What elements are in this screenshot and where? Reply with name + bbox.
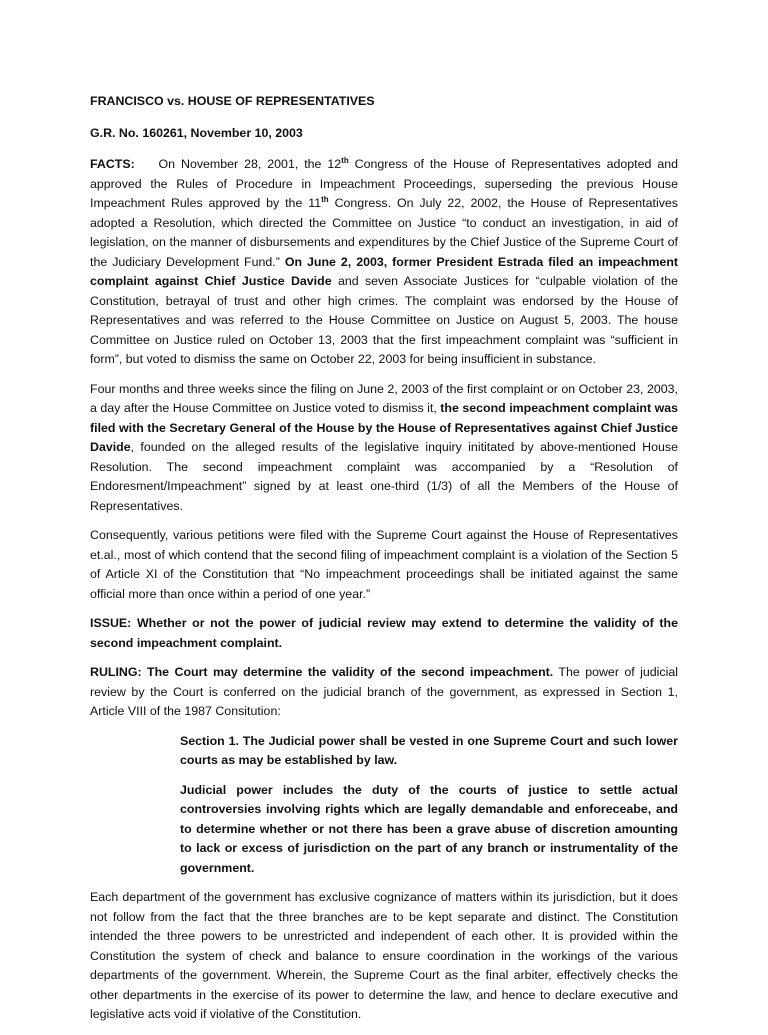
constitution-quote-judicial-power: Judicial power includes the duty of the courts of justice to settle actual controversies involving rights which are legally demandable and enforeceabe, and to determine whether or not there has been a grave abuse of discretion amounting to lack or excess of jurisdiction on the part of any branch or instrumentality of the government. <box>180 782 678 875</box>
facts-sup-2: th <box>321 194 329 204</box>
facts-label: FACTS: <box>90 157 135 171</box>
facts-text-1: On November 28, 2001, the 12 <box>158 157 342 171</box>
facts-text-3: Congress. On July 22, 2002, the House of Representatives adopted a Resolution, which directed the Committee on Justice “to conduct an investigation, in aid of legislation, on the manner of disbursements and expenditures by the Chief Justice of the Supreme Court of the Judiciary Development Fund.” <box>90 196 678 269</box>
petitions-paragraph: Consequently, various petitions were filed with the Supreme Court against the House of Representatives et.al., most of which contend that the second filing of impeachment complaint is a violation of the Section 5 of Article XI of the Constitution that “No impeachment proceedings shall be initiated against the same official more than once within a period of one year.” <box>90 528 678 601</box>
second-complaint-paragraph <box>90 380 678 517</box>
case-title: FRANCISCO vs. HOUSE OF REPRESENTATIVES <box>90 94 375 108</box>
facts-paragraph <box>90 155 678 370</box>
para2-text-3: , founded on the alleged results of the legislative inquiry inititated by above-mentioned House Resolution. The second impeachment complaint was accompanied by a “Resolution of Endoresment/Impeachment” signed by at least one-third (1/3) of all the Members of the House of Representatives. <box>90 440 678 513</box>
para2-text-1: Four months and three weeks since the filing on June 2, 2003 of the first complaint or on October 23, 2003, a day after the House Committee on Justice voted to dismiss it, <box>90 381 678 415</box>
facts-text-bold: On June 2, 2003, former President Estrada filed an impeachment complaint against Chief Justice Davide <box>90 254 679 288</box>
issue-paragraph: ISSUE: Whether or not the power of judicial review may extend to determine the validity of the second impeachment complaint. <box>90 616 678 650</box>
ruling-paragraph <box>90 663 678 722</box>
facts-text-2: Congress of the House of Representatives adopted and approved the Rules of Procedure in Impeachment Proceedings, superseding the previous House Impeachment Rules approved by the 11 <box>90 157 679 210</box>
document-page <box>90 92 678 1035</box>
ruling-bold: RULING: The Court may determine the validity of the second impeachment. <box>90 665 554 679</box>
case-gr-number: G.R. No. 160261, November 10, 2003 <box>90 125 303 140</box>
ruling-text: The power of judicial review by the Court is conferred on the judicial branch of the government, as expressed in Section 1, Article VIII of the 1987 Consitution: <box>90 665 679 718</box>
separation-of-powers-paragraph: Each department of the government has exclusive cognizance of matters within its jurisdiction, but it does not follow from the fact that the three branches are to be kept separate and distinct. The Constitution intended the three powers to be unrestricted and independent of each other. It is provided within the Constitution the system of check and balance to ensure coordination in the workings of the various departments of the government. Wherein, the Supreme Court as the final arbiter, effectively checks the other departments in the exercise of its power to determine the law, and hence to declare executive and legislative acts void if violative of the Constitution. <box>90 890 678 1021</box>
facts-sup-1: th <box>341 155 349 165</box>
constitution-quote-section-1: Section 1. The Judicial power shall be vested in one Supreme Court and such lower courts as may be established by law. <box>180 733 678 767</box>
facts-text-5: and seven Associate Justices for “culpable violation of the Constitution, betrayal of trust and other high crimes. The complaint was endorsed by the House of Representatives and was referred to the House Committee on Justice on August 5, 2003. The house Committee on Justice ruled on October 13, 2003 that the first impeachment complaint was “sufficient in form”, but voted to dismiss the same on October 22, 2003 for being insufficient in substance. <box>90 274 678 366</box>
para2-text-bold: the second impeachment complaint was filed with the Secretary General of the House by the House of Representatives against Chief Justice Davide <box>90 401 678 454</box>
